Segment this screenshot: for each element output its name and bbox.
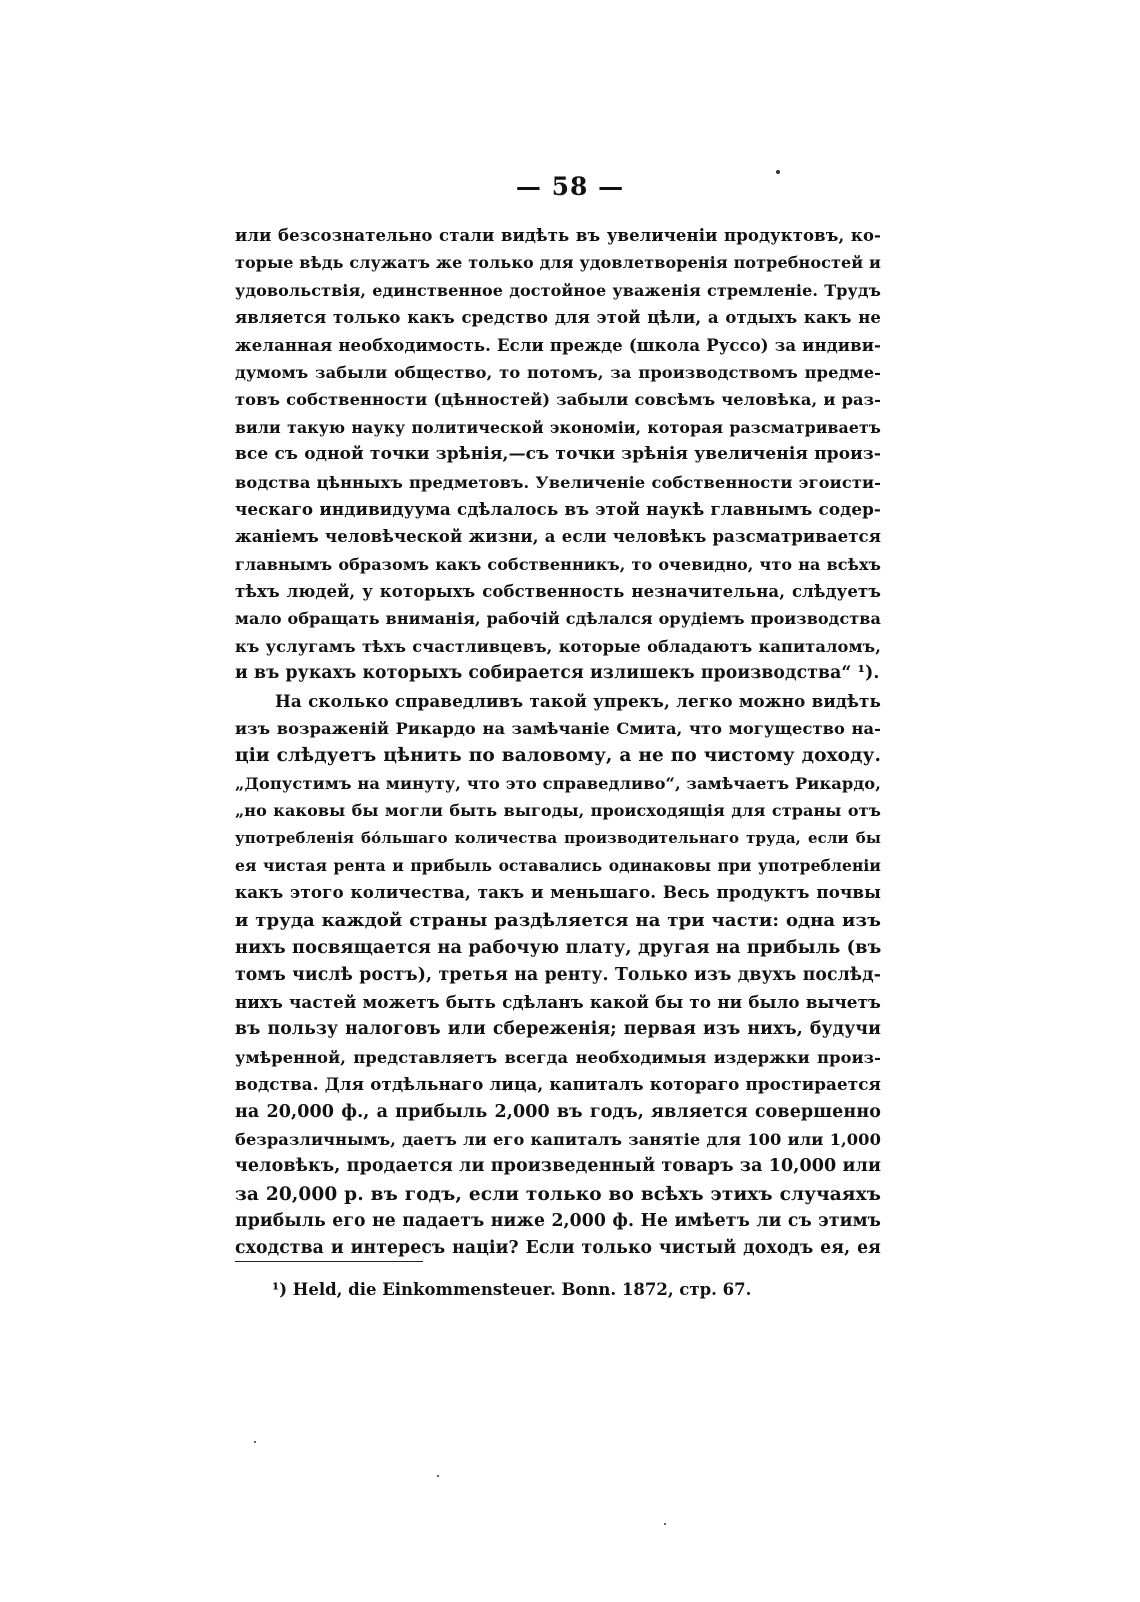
text-line: является только какъ средство для этой цѣли, а отдыхъ какъ не <box>235 308 881 328</box>
text-line: желанная необходимость. Если прежде (школа Руссо) за индиви- <box>235 335 881 355</box>
text-line: или безсознательно стали видѣть въ увеличеніи продуктовъ, ко- <box>235 226 881 245</box>
text-line: умѣренной, представляетъ всегда необходимыя издержки произ- <box>235 1047 881 1067</box>
text-line: „Допустимъ на минуту, что это справедливо“, замѣчаетъ Рикардо, <box>235 773 881 793</box>
text-line: сходства и интересъ націи? Если только чистый доходъ ея, ея <box>235 1238 881 1259</box>
text-line: изъ возраженій Рикардо на замѣчаніе Смита, что могущество на- <box>235 719 881 739</box>
text-line: водства. Для отдѣльнаго лица, капиталъ котораго простирается <box>235 1074 881 1095</box>
text-line: вили такую науку политической экономіи, которая разсматриваетъ <box>235 417 881 437</box>
footnote: ¹) Held, die Einkommensteuer. Bonn. 1872, стр. 67. <box>272 1280 752 1299</box>
text-line: жаніемъ человѣческой жизни, а если человѣкъ разсматривается <box>235 527 881 547</box>
text-line: водства цѣнныхъ предметовъ. Увеличеніе собственности эгоисти- <box>235 472 881 492</box>
text-line: и въ рукахъ которыхъ собирается излишекъ производства“ ¹). <box>235 663 880 684</box>
text-line: прибыль его не падаетъ ниже 2,000 ф. Не имѣетъ ли съ этимъ <box>235 1211 881 1232</box>
text-line: томъ числѣ ростъ), третья на ренту. Только изъ двухъ послѣд- <box>235 964 881 985</box>
scan-speck <box>664 1523 666 1525</box>
text-line: на 20,000 ф., а прибыль 2,000 въ годъ, является совершенно <box>235 1101 881 1122</box>
text-line: ческаго индивидуума сдѣлалось въ этой наукѣ главнымъ содер- <box>235 498 881 519</box>
paragraph-start-line: На сколько справедливъ такой упрекъ, легко можно видѣть <box>275 690 881 711</box>
scan-speck <box>776 170 780 174</box>
text-line: все съ одной точки зрѣнія,—съ точки зрѣнія увеличенія произ- <box>235 444 881 465</box>
text-line: и труда каждой страны раздѣляется на три части: одна изъ <box>235 909 881 931</box>
text-line: торые вѣдь служатъ же только для удовлетворенія потребностей и <box>235 253 881 273</box>
text-line: человѣкъ, продается ли произведенный товаръ за 10,000 или <box>235 1156 882 1177</box>
text-line: ціи слѣдуетъ цѣнить по валовому, а не по чистому доходу. <box>235 745 881 767</box>
scan-speck <box>254 1441 256 1443</box>
text-line: удовольствія, единственное достойное уваженія стремленіе. Трудъ <box>235 280 881 300</box>
scan-speck <box>437 1475 439 1477</box>
text-line: нихъ посвящается на рабочую плату, другая на прибыль (въ <box>235 937 882 959</box>
text-line: нихъ частей можетъ быть сдѣланъ какой бы то ни было вычетъ <box>235 991 881 1012</box>
text-line: мало обращать вниманія, рабочій сдѣлался орудіемъ производства <box>235 609 881 629</box>
footnote-divider <box>235 1261 423 1262</box>
text-line: „но каковы бы могли быть выгоды, происходящія для страны отъ <box>235 801 881 821</box>
text-line: товъ собственности (цѣнностей) забыли совсѣмъ человѣка, и раз- <box>235 390 881 410</box>
text-line: въ пользу налоговъ или сбереженія; первая изъ нихъ, будучи <box>235 1019 881 1040</box>
text-line: главнымъ образомъ какъ собственникъ, то очевидно, что на всѣхъ <box>235 554 881 574</box>
text-line: употребленія бо́льшаго количества производительнаго труда, если бы <box>235 828 881 847</box>
text-line: ея чистая рента и прибыль оставались одинаковы при употребленіи <box>235 855 881 875</box>
text-line: къ услугамъ тѣхъ счастливцевъ, которые обладаютъ капиталомъ, <box>235 636 881 656</box>
main-text <box>235 222 881 1263</box>
text-line: безразличнымъ, даетъ ли его капиталъ занятіе для 100 или 1,000 <box>235 1129 881 1149</box>
text-line: за 20,000 р. въ годъ, если только во всѣхъ этихъ случаяхъ <box>235 1183 881 1205</box>
text-line: тѣхъ людей, у которыхъ собственность незначительна, слѣдуетъ <box>235 582 881 602</box>
text-line: думомъ забыли общество, то потомъ, за производствомъ предме- <box>235 362 881 382</box>
text-line: какъ этого количества, такъ и меньшаго. Весь продуктъ почвы <box>235 882 881 903</box>
page-number: — 58 — <box>515 172 625 201</box>
